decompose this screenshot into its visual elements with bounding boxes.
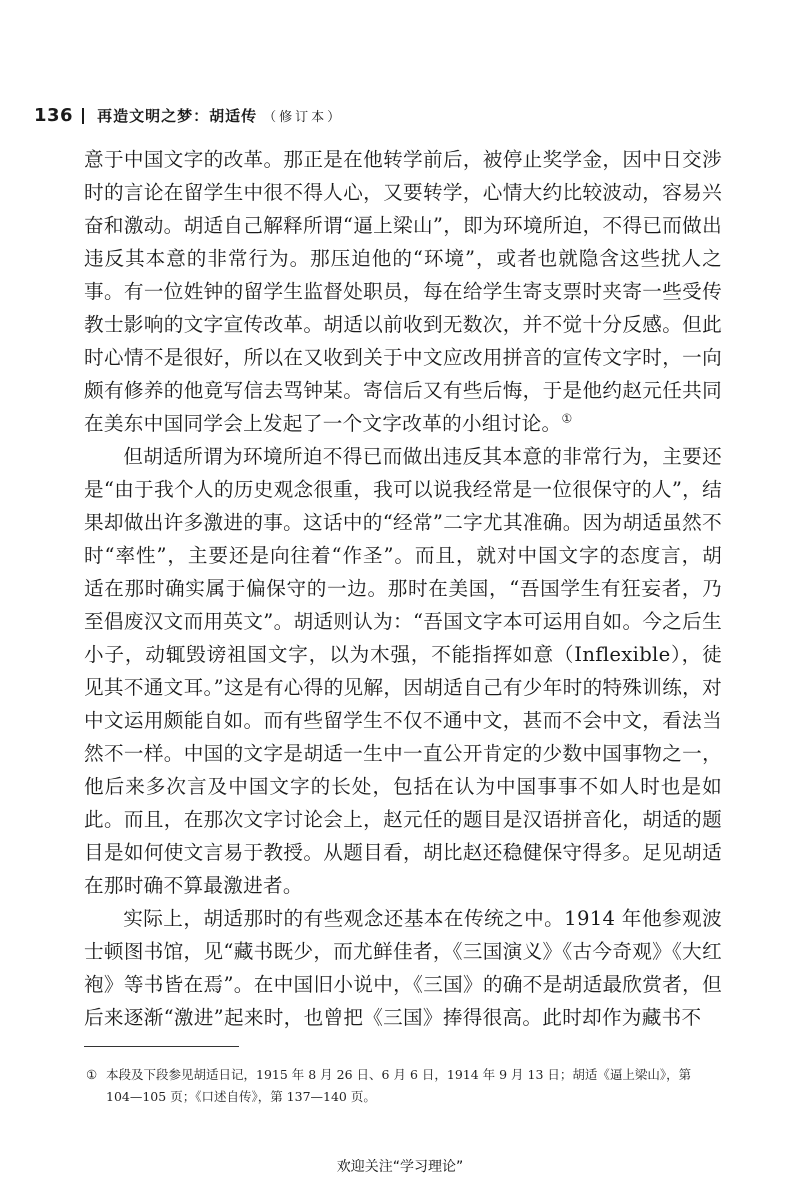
paragraph-2: 但胡适所谓为环境所迫不得已而做出违反其本意的非常行为，主要还是“由于我个人的历史观念很重，我可以说我经常是一位很保守的人”，结果却做出许多激进的事。这话中的“经常”二字尤其准确。因为胡适虽然不时“率性”，主要还是向往着“作圣”。而且，就对中国文字的态度言，胡适在那时确实属于偏保守的一边。那时在美国，“吾国学生有狂妄者，乃至倡废汉文而用英文”。胡适则认为：“吾国文字本可运用自如。今之后生小子，动辄毁谤祖国文字，以为木强，不能指挥如意（Inflexible），徒见其不通文耳。”这是有心得的见解，因胡适自己有少年时的特殊训练，对中文运用颇能自如。而有些留学生不仅不通中文，甚而不会中文，看法当然不一样。中国的文字是胡适一生中一直公开肯定的少数中国事物之一，他后来多次言及中国文字的长处，包括在认为中国事事不如人时也是如此。而且，在那次文字讨论会上，赵元任的题目是汉语拼音化，胡适的题目是如何使文言易于教授。从题目看，胡比赵还稳健保守得多。足见胡适在那时确不算最激进者。 [84,445,722,897]
promo-caption: 欢迎关注“学习理论” [336,1159,464,1175]
book-title: 再造文明之梦：胡适传 [97,107,258,125]
paragraph-3: 实际上，胡适那时的有些观念还基本在传统之中。1914 年他参观波士顿图书馆，见“藏书既少，而尤鲜佳者，《三国演义》《古今奇观》《大红袍》等书皆在焉”。在中国旧小说中，《三国》的确不是胡适最欣赏者，但后来逐渐“激进”起来时，也曾把《三国》捧得很高。此时却作为藏书不 [84,907,722,1029]
footnote-reference[interactable]: ① [561,411,573,426]
footnote-text: 本段及下段参见胡适日记，1915 年 8 月 26 日、6 月 6 日，1914 年 9 月 13 日；胡适《逼上梁山》，第 104—105 页；《口述自传》，第 137—140 页。 [106,1067,692,1104]
page-number: 136 [34,105,74,126]
paragraph-1 [84,143,722,440]
book-subtitle: （修订本） [263,110,344,125]
footnote-mark: ① [86,1067,98,1082]
footnote-divider [84,1046,239,1047]
header-divider [82,108,84,124]
main-text [84,143,722,1034]
footnote [86,1064,718,1108]
paragraph-1-text: 意于中国文字的改革。那正是在他转学前后，被停止奖学金，因中日交涉时的言论在留学生中很不得人心，又要转学，心情大约比较波动，容易兴奋和激动。胡适自己解释所谓“逼上梁山”，即为环境所迫，不得已而做出违反其本意的非常行为。那压迫他的“环境”，或者也就隐含这些扰人之事。有一位姓钟的留学生监督处职员，每在给学生寄支票时夹寄一些受传教士影响的文字宣传改革。胡适以前收到无数次，并不觉十分反感。但此时心情不是很好，所以在又收到关于中文应改用拼音的宣传文字时，一向颇有修养的他竟写信去骂钟某。寄信后又有些后悔，于是他约赵元任共同在美东中国同学会上发起了一个文字改革的小组讨论。 [84,148,722,435]
running-header [34,105,343,126]
